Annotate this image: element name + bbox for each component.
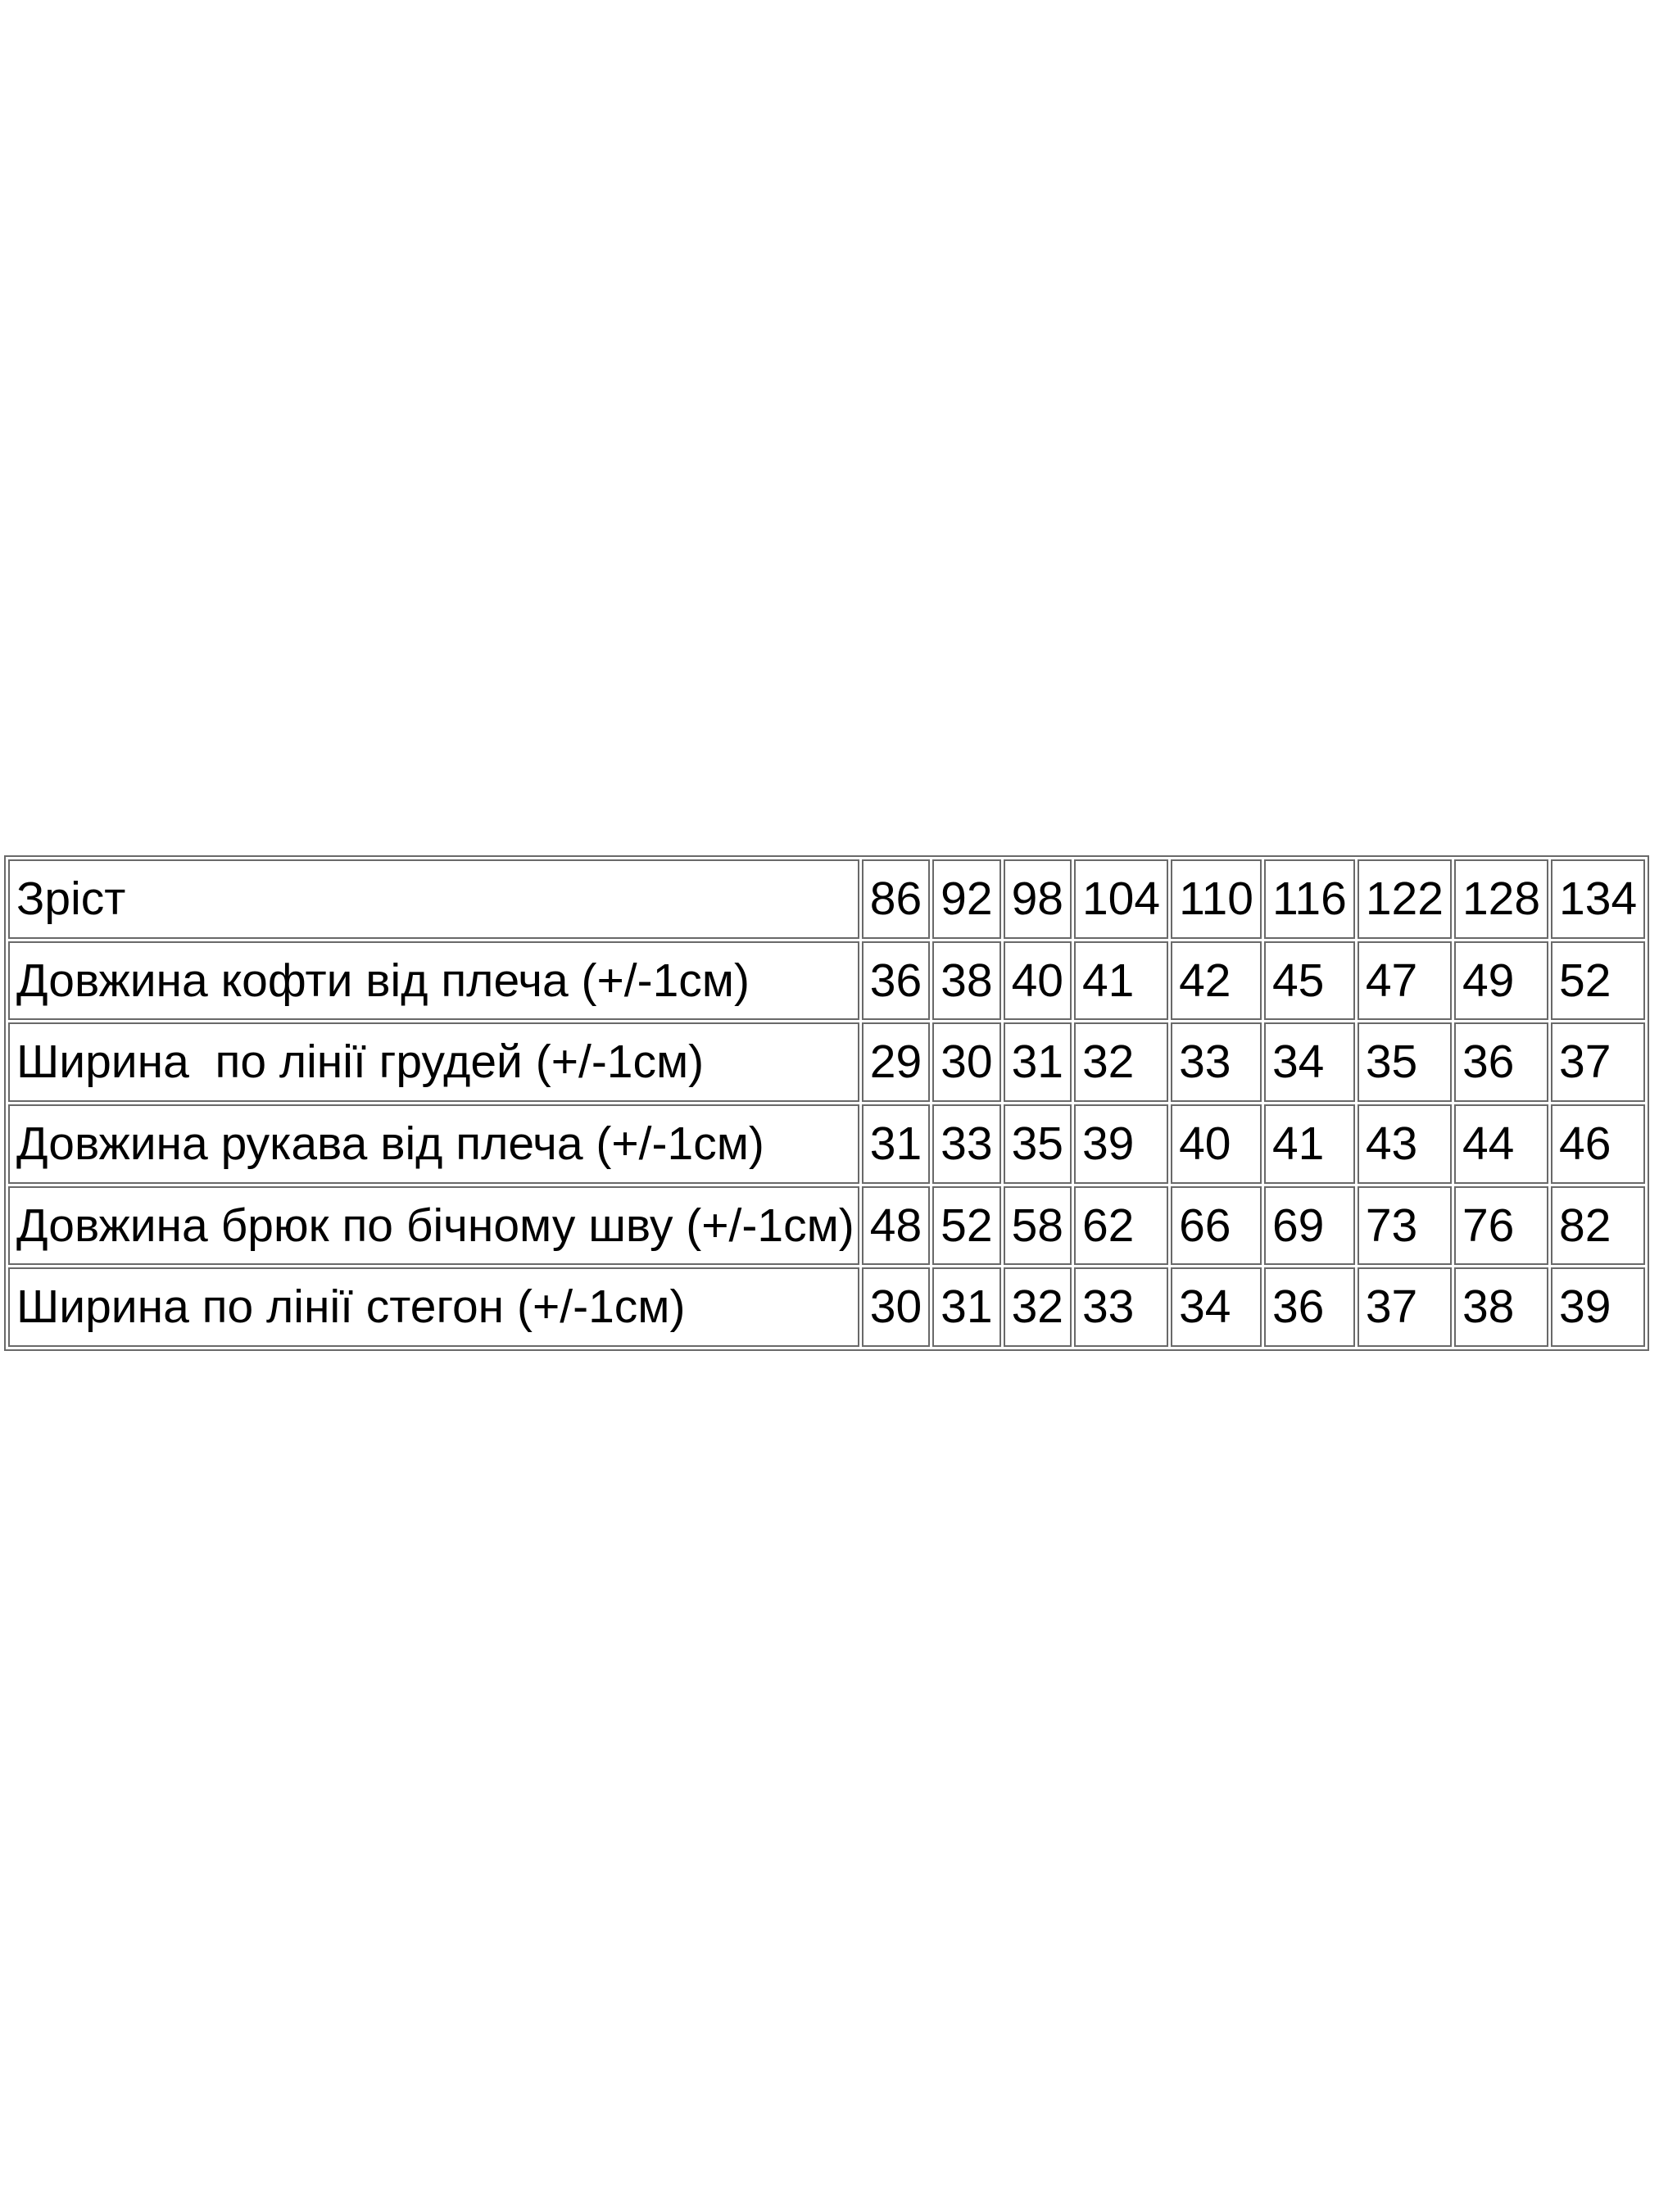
size-value-cell: 39 <box>1074 1104 1168 1184</box>
size-value-cell: 41 <box>1264 1104 1355 1184</box>
size-value-cell: 48 <box>862 1186 930 1266</box>
size-value-cell: 82 <box>1551 1186 1645 1266</box>
size-value-cell: 76 <box>1454 1186 1548 1266</box>
row-label-cell: Зріст <box>8 859 859 939</box>
size-value-cell: 52 <box>932 1186 1000 1266</box>
size-value-cell: 29 <box>862 1022 930 1102</box>
size-value-cell: 34 <box>1264 1022 1355 1102</box>
size-value-cell: 58 <box>1004 1186 1072 1266</box>
size-value-cell: 110 <box>1171 859 1262 939</box>
size-value-cell: 36 <box>862 941 930 1021</box>
size-value-cell: 40 <box>1004 941 1072 1021</box>
size-chart-table <box>4 855 1649 1351</box>
size-value-cell: 69 <box>1264 1186 1355 1266</box>
size-value-cell: 52 <box>1551 941 1645 1021</box>
size-value-cell: 33 <box>932 1104 1000 1184</box>
size-value-cell: 73 <box>1358 1186 1452 1266</box>
size-value-cell: 37 <box>1358 1267 1452 1347</box>
size-value-cell: 44 <box>1454 1104 1548 1184</box>
size-value-cell: 32 <box>1004 1267 1072 1347</box>
table-row-height <box>8 859 1645 939</box>
table-row-hip-width <box>8 1267 1645 1347</box>
size-value-cell: 66 <box>1171 1186 1262 1266</box>
size-value-cell: 42 <box>1171 941 1262 1021</box>
size-value-cell: 128 <box>1454 859 1548 939</box>
size-value-cell: 33 <box>1074 1267 1168 1347</box>
size-value-cell: 49 <box>1454 941 1548 1021</box>
size-value-cell: 98 <box>1004 859 1072 939</box>
size-value-cell: 47 <box>1358 941 1452 1021</box>
size-value-cell: 37 <box>1551 1022 1645 1102</box>
size-value-cell: 86 <box>862 859 930 939</box>
table-row-trousers-length <box>8 1186 1645 1266</box>
size-value-cell: 122 <box>1358 859 1452 939</box>
size-value-cell: 31 <box>1004 1022 1072 1102</box>
size-value-cell: 32 <box>1074 1022 1168 1102</box>
size-value-cell: 38 <box>1454 1267 1548 1347</box>
size-value-cell: 92 <box>932 859 1000 939</box>
size-value-cell: 40 <box>1171 1104 1262 1184</box>
table-row-chest-width <box>8 1022 1645 1102</box>
size-value-cell: 43 <box>1358 1104 1452 1184</box>
size-value-cell: 62 <box>1074 1186 1168 1266</box>
table-row-sleeve-length <box>8 1104 1645 1184</box>
size-value-cell: 41 <box>1074 941 1168 1021</box>
size-value-cell: 33 <box>1171 1022 1262 1102</box>
size-value-cell: 104 <box>1074 859 1168 939</box>
size-value-cell: 36 <box>1264 1267 1355 1347</box>
size-value-cell: 46 <box>1551 1104 1645 1184</box>
size-value-cell: 30 <box>862 1267 930 1347</box>
size-value-cell: 31 <box>932 1267 1000 1347</box>
row-label-cell: Довжина рукава від плеча (+/-1см) <box>8 1104 859 1184</box>
size-value-cell: 39 <box>1551 1267 1645 1347</box>
size-value-cell: 34 <box>1171 1267 1262 1347</box>
size-value-cell: 45 <box>1264 941 1355 1021</box>
row-label-cell: Ширина по лінії стегон (+/-1см) <box>8 1267 859 1347</box>
size-value-cell: 116 <box>1264 859 1355 939</box>
size-value-cell: 35 <box>1358 1022 1452 1102</box>
size-value-cell: 31 <box>862 1104 930 1184</box>
row-label-cell: Ширина по лінії грудей (+/-1см) <box>8 1022 859 1102</box>
size-value-cell: 36 <box>1454 1022 1548 1102</box>
row-label-cell: Довжина брюк по бічному шву (+/-1см) <box>8 1186 859 1266</box>
size-value-cell: 134 <box>1551 859 1645 939</box>
size-value-cell: 38 <box>932 941 1000 1021</box>
row-label-cell: Довжина кофти від плеча (+/-1см) <box>8 941 859 1021</box>
size-value-cell: 30 <box>932 1022 1000 1102</box>
table-row-sweater-length <box>8 941 1645 1021</box>
size-chart-body <box>8 859 1645 1347</box>
size-value-cell: 35 <box>1004 1104 1072 1184</box>
